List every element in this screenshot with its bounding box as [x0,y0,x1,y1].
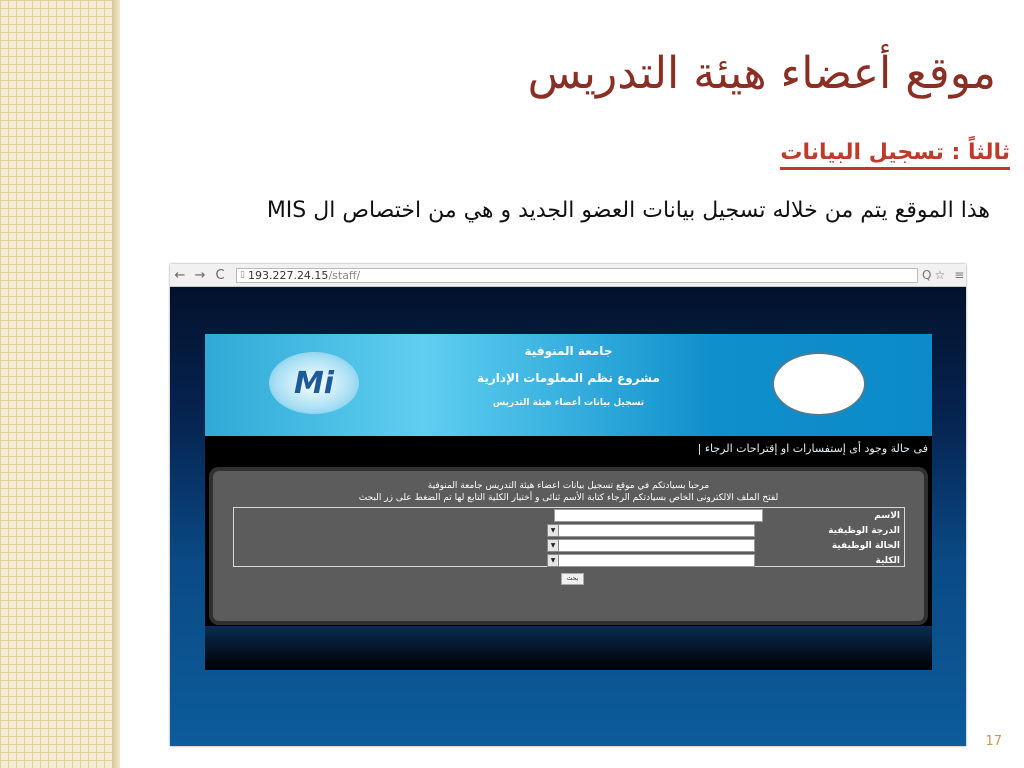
form-fields [233,507,905,567]
banner-project-name: مشروع نظم المعلومات الإدارية [477,371,660,385]
back-icon[interactable]: ← [174,267,186,283]
page-number: 17 [985,734,1002,749]
welcome-line-1: مرحبا بسيادتكم في موقع تسجيل بيانات اعضاء هيئة التدريس جامعة المنوفية [427,481,710,491]
slide-title: موقع أعضاء هيئة التدريس [527,48,996,99]
page-background [170,287,966,746]
name-row [770,508,900,523]
inquiry-link[interactable]: فى حالة وجود أى إستفسارات او إقتراحات الرجاء | [697,442,928,455]
page-icon: ▯ [240,270,245,280]
decorative-strip-edge [112,0,120,768]
status-label: الحالة الوظيفية [831,540,900,551]
url-host: 193.227.24.15 [247,268,329,282]
faculty-label: الكلية [875,555,900,566]
site-footer-band [205,626,932,670]
faculty-row [550,553,900,568]
mis-logo: Mi [269,352,359,414]
degree-row [550,523,900,538]
site-banner [205,334,932,436]
chevron-down-icon[interactable]: ▼ [547,539,559,552]
star-icon[interactable]: ☆ [934,268,946,282]
faculty-select[interactable] [547,554,755,567]
banner-page-purpose: تسجيل بيانات أعضاء هيئة التدريس [492,398,645,408]
search-form-panel [209,467,928,625]
search-button[interactable]: بحث [561,573,584,585]
chevron-down-icon[interactable]: ▼ [547,554,559,567]
degree-select[interactable] [547,524,755,537]
welcome-text [209,480,928,504]
name-label: الاسم [874,510,900,521]
browser-toolbar [170,264,966,287]
reload-icon[interactable]: C [215,267,225,283]
forward-icon[interactable]: → [194,267,206,283]
slide-body-text: هذا الموقع يتم من خلاله تسجيل بيانات العضو الجديد و هي من اختصاص ال MIS [266,198,990,223]
decorative-left-strip [0,0,112,768]
browser-screenshot [170,264,966,746]
address-bar[interactable] [236,268,918,283]
toolbar-icons [922,268,964,282]
search-icon[interactable]: Q [922,268,932,282]
menu-icon[interactable]: ≡ [954,268,965,282]
degree-label: الدرجة الوظيفية [828,525,900,536]
chevron-down-icon[interactable]: ▼ [547,524,559,537]
name-input[interactable] [554,509,763,522]
welcome-line-2: لفتح الملف الالكترونى الخاص بسيادتكم الرجاء كتابة الأسم ثنائى و أختيار الكلية التابع لها تم الضغط على زر البحث [358,493,779,503]
banner-university-name: جامعة المنوفية [524,344,613,358]
status-row [550,538,900,553]
url-path: /staff/ [328,268,361,282]
site-frame [205,334,932,670]
status-select[interactable] [547,539,755,552]
slide-subtitle: ثالثاً : تسجيل البيانات [780,140,1010,170]
